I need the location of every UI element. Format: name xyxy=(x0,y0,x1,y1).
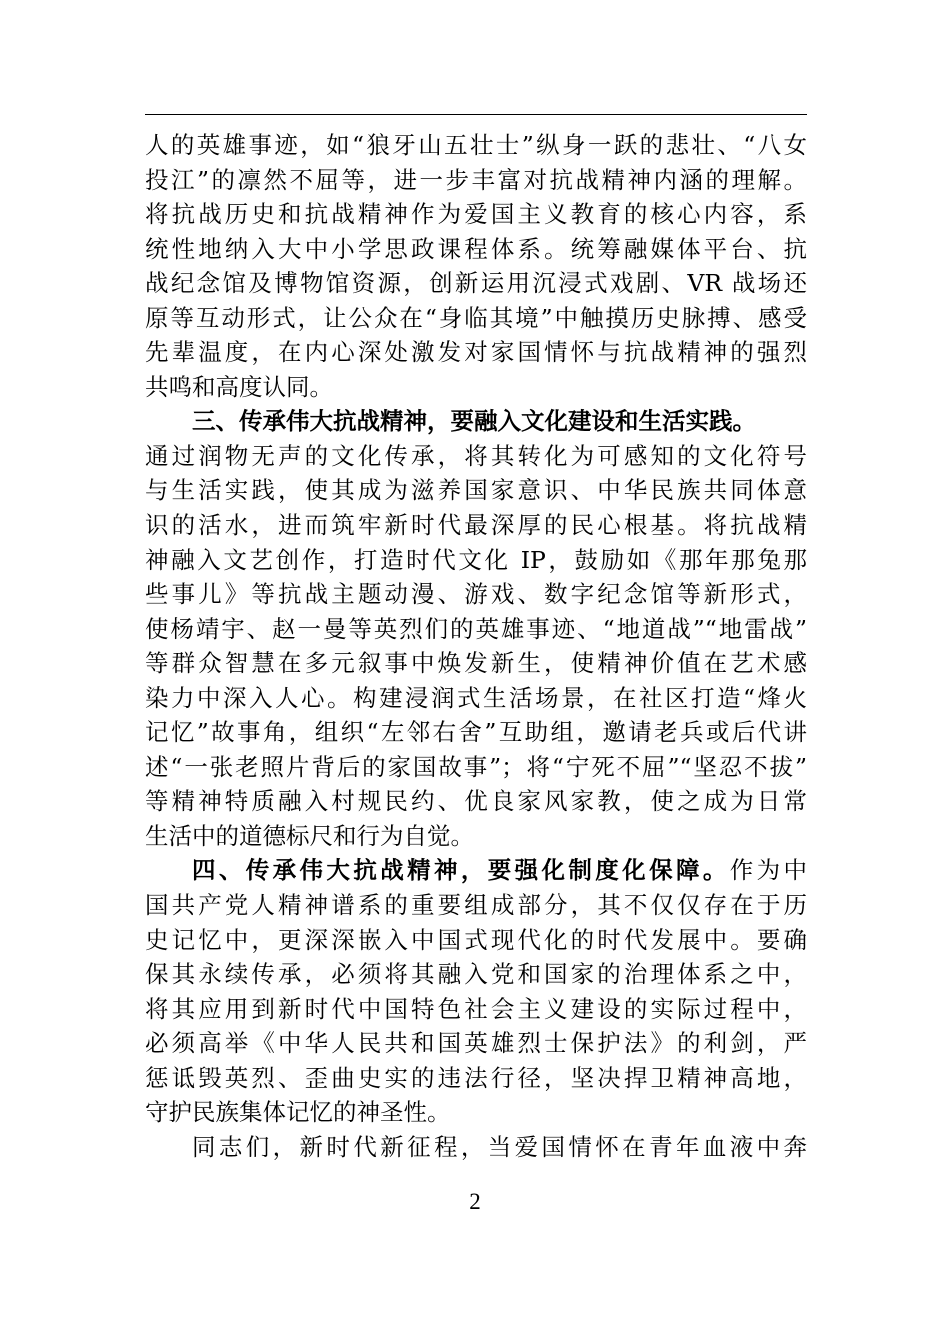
text-line: 等精神特质融入村规民约、优良家风家教，使之成为日常 xyxy=(145,787,807,816)
header-rule xyxy=(145,114,807,115)
text-line: 投江”的凛然不屈等，进一步丰富对抗战精神内涵的理解。 xyxy=(145,165,807,194)
text-line: 原等互动形式，让公众在“身临其境”中触摸历史脉搏、感受 xyxy=(145,303,807,332)
text-line: 将其应用到新时代中国特色社会主义建设的实际过程中， xyxy=(145,994,807,1023)
section-three-heading: 三、传承伟大抗战精神，要融入文化建设和生活实践。 xyxy=(192,407,756,436)
text-line: 使杨靖宇、赵一曼等英烈们的英雄事迹、“地道战”“地雷战” xyxy=(145,614,807,643)
text-line: 共鸣和高度认同。 xyxy=(145,372,333,401)
section-three-paragraph xyxy=(145,404,807,853)
page-number: 2 xyxy=(469,1189,481,1214)
text-line: 与生活实践，使其成为滋养国家意识、中华民族共同体意 xyxy=(145,476,807,505)
section-four-heading: 四、传承伟大抗战精神，要强化制度化保障。 xyxy=(192,856,730,885)
text-line: 国共产党人精神谱系的重要组成部分，其不仅仅存在于历 xyxy=(145,891,807,920)
section-four-heading-tail: 作为中 xyxy=(729,856,808,885)
text-line: 人的英雄事迹，如“狼牙山五壮士”纵身一跃的悲壮、“八女 xyxy=(145,131,807,159)
text-line: 统性地纳入大中小学思政课程体系。统筹融媒体平台、抗 xyxy=(145,234,807,263)
text-line: 通过润物无声的文化传承，将其转化为可感知的文化符号 xyxy=(145,441,807,470)
text-line: 战纪念馆及博物馆资源，创新运用沉浸式戏剧、VR 战场还 xyxy=(145,269,807,298)
text-line: 神融入文艺创作，打造时代文化 IP，鼓励如《那年那兔那 xyxy=(145,545,807,574)
text-line: 识的活水，进而筑牢新时代最深厚的民心根基。将抗战精 xyxy=(145,511,807,540)
text-line: 记忆”故事角，组织“左邻右舍”互助组，邀请老兵或后代讲 xyxy=(145,718,807,747)
text-line: 将抗战历史和抗战精神作为爱国主义教育的核心内容，系 xyxy=(145,200,807,229)
text-line: 史记忆中，更深深嵌入中国式现代化的时代发展中。要确 xyxy=(145,925,807,954)
closing-paragraph xyxy=(145,1130,807,1165)
document-body xyxy=(145,128,807,1164)
text-line: 惩诋毁英烈、歪曲史实的违法行径，坚决捍卫精神高地， xyxy=(145,1063,807,1092)
text-line: 守护民族集体记忆的神圣性。 xyxy=(145,1098,451,1127)
text-line: 染力中深入人心。构建浸润式生活场景，在社区打造“烽火 xyxy=(145,683,807,712)
section-four-paragraph xyxy=(145,853,807,1129)
text-line: 些事儿》等抗战主题动漫、游戏、数字纪念馆等新形式， xyxy=(145,580,807,609)
text-line: 同志们，新时代新征程，当爱国情怀在青年血液中奔 xyxy=(192,1132,807,1161)
text-line: 保其永续传承，必须将其融入党和国家的治理体系之中， xyxy=(145,960,807,989)
text-line: 等群众智慧在多元叙事中焕发新生，使精神价值在艺术感 xyxy=(145,649,807,678)
text-line: 述“一张老照片背后的家国故事”；将“宁死不屈”“坚忍不拔” xyxy=(145,752,807,781)
text-line: 生活中的道德标尺和行为自觉。 xyxy=(145,821,474,850)
text-line: 先辈温度，在内心深处激发对家国情怀与抗战精神的强烈 xyxy=(145,338,807,367)
section-four-first-line xyxy=(145,853,807,888)
paragraph-continued xyxy=(145,128,807,404)
text-line: 必须高举《中华人民共和国英雄烈士保护法》的利剑，严 xyxy=(145,1029,807,1058)
